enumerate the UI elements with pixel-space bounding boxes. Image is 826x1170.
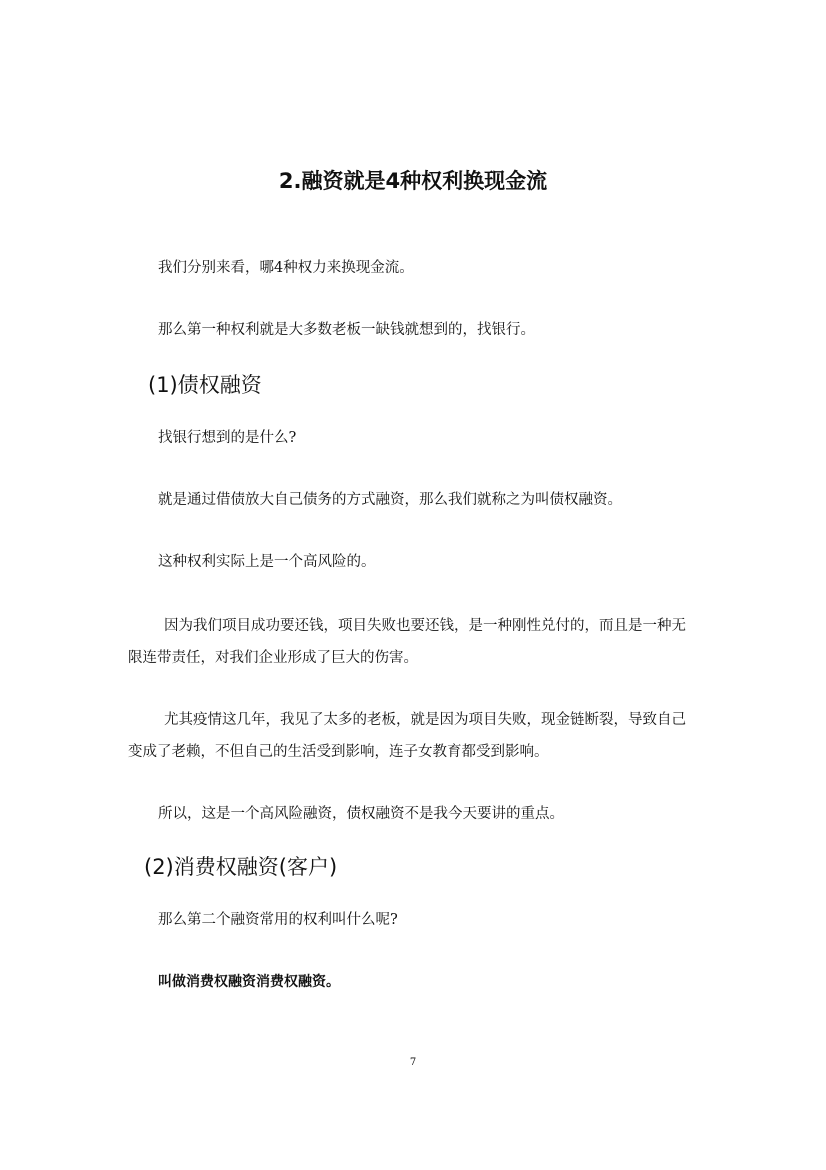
paragraph-5: 这种权利实际上是一个高风险的。 (158, 554, 376, 570)
paragraph-9: 那么第二个融资常用的权利叫什么呢? (158, 912, 398, 928)
section-title: 2.融资就是4种权利换现金流 (278, 169, 548, 193)
heading-debt-financing: (1)债权融资 (148, 373, 262, 397)
paragraph-3: 找银行想到的是什么? (158, 430, 297, 446)
paragraph-7: 尤其疫情这几年，我见了太多的老板，就是因为项目失败，现金链断裂，导致自己变成了老赖，不但自己的生活受到影响，连子女教育都受到影响。 (128, 712, 686, 760)
paragraph-4: 就是通过借债放大自己债务的方式融资，那么我们就称之为叫债权融资。 (158, 492, 622, 508)
paragraph-6: 因为我们项目成功要还钱，项目失败也要还钱，是一种刚性兑付的，而且是一种无限连带责任，对我们企业形成了巨大的伤害。 (128, 618, 686, 666)
paragraph-10-bold: 叫做消费权融资消费权融资。 (158, 974, 340, 990)
paragraph-1: 我们分别来看，哪4种权力来换现金流。 (158, 260, 414, 276)
paragraph-8: 所以，这是一个高风险融资，债权融资不是我今天要讲的重点。 (158, 806, 564, 822)
page-number: 7 (409, 1057, 417, 1068)
heading-consumption-financing: (2)消费权融资(客户) (144, 855, 338, 879)
paragraph-2: 那么第一种权利就是大多数老板一缺钱就想到的，找银行。 (158, 322, 535, 338)
